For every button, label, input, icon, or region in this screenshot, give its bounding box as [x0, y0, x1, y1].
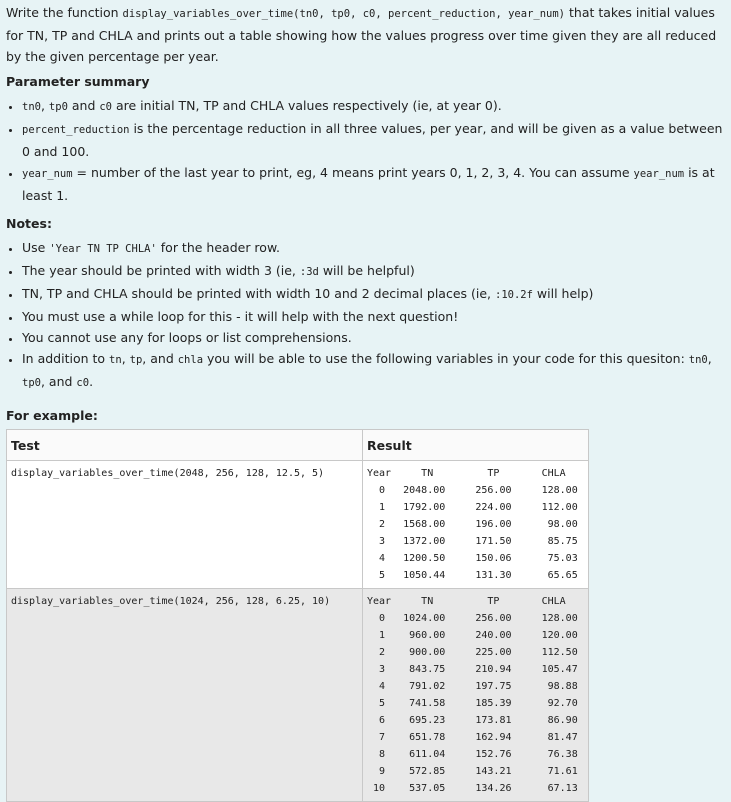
- list-item-text: = number of the last year to print, eg, 4 means print years 0, 1, 2, 3, 4. You can assume: [72, 165, 634, 180]
- test-code: display_variables_over_time(1024, 256, 128, 6.25, 10): [11, 596, 331, 607]
- list-item-text: You cannot use any for loops or list comprehensions.: [22, 330, 352, 345]
- list-item-text: for the header row.: [156, 240, 280, 255]
- result-column-header: Result: [363, 430, 589, 461]
- inline-code: :10.2f: [495, 289, 533, 301]
- inline-code: :3d: [299, 266, 319, 278]
- inline-code: tn0: [688, 354, 708, 366]
- notes-heading: Notes:: [6, 216, 52, 231]
- result-cell: [363, 461, 589, 589]
- list-item: [22, 237, 731, 260]
- list-item-text: is the percentage reduction in all three values, per year, and will be given as a value between 0 and 100.: [22, 121, 723, 159]
- param-summary-list: [6, 95, 731, 206]
- result-output: Year TN TP CHLA 0 1024.00 256.00 128.00 1 960.00 240.00 120.00 2 900.00 225.00 112.50 3 843.75 210.94 105.47 4 791.02 197.75 98.88 5 741.58 185.39 92.70 6 695.23 173.81 86.90 7 651.78 162.94 81.47 8 611.04 152.76 76.38 9 572.85 143.21 71.61 10 537.05 134.26 67.13: [367, 596, 578, 794]
- inline-code: chla: [177, 354, 204, 366]
- param-summary-heading: Parameter summary: [6, 74, 150, 89]
- list-item: [22, 95, 731, 118]
- list-item-text: , and: [142, 351, 178, 366]
- example-table: [6, 429, 589, 802]
- list-item-text: You must use a while loop for this - it will help with the next question!: [22, 309, 459, 324]
- list-item-text: you will be able to use the following variables in your code for this quesiton:: [203, 351, 689, 366]
- function-signature: display_variables_over_time(tn0, tp0, c0, percent_reduction, year_num): [122, 8, 566, 20]
- list-item: [22, 283, 731, 306]
- list-item-text: The year should be printed with width 3 (ie,: [22, 263, 300, 278]
- inline-code: year_num: [22, 168, 73, 180]
- test-cell: [7, 589, 363, 802]
- list-item: [22, 306, 731, 327]
- list-item-text: , and: [40, 374, 77, 389]
- list-item-text: and: [67, 98, 100, 113]
- list-item-text: ,: [121, 351, 130, 366]
- example-row: [7, 461, 589, 589]
- example-row: [7, 589, 589, 802]
- list-item: [22, 162, 731, 206]
- list-item-text: are initial TN, TP and CHLA values respectively (ie, at year 0).: [112, 98, 502, 113]
- list-item: [22, 118, 731, 162]
- list-item: [22, 327, 731, 348]
- list-item-text: Use: [22, 240, 50, 255]
- list-item-text: ,: [707, 351, 712, 366]
- inline-code: percent_reduction: [22, 124, 130, 136]
- intro-paragraph: [6, 2, 731, 67]
- inline-code: c0: [76, 377, 90, 389]
- list-item-text: In addition to: [22, 351, 110, 366]
- list-item: [22, 260, 731, 283]
- list-item: [22, 348, 731, 394]
- inline-code: tp0: [22, 377, 41, 389]
- list-item-text: is at least 1.: [22, 165, 715, 203]
- test-code: display_variables_over_time(2048, 256, 128, 12.5, 5): [11, 468, 325, 479]
- test-column-header: Test: [7, 430, 363, 461]
- inline-code: tn: [109, 354, 122, 366]
- intro-text: Write the function: [6, 5, 123, 20]
- intro-text-2: that takes initial values for TN, TP and CHLA and prints out a table showing how the values progress over time given they are all reduced by the given percentage per year.: [6, 5, 717, 64]
- list-item-text: .: [89, 374, 94, 389]
- list-item-text: will be helpful): [318, 263, 415, 278]
- example-heading: For example:: [6, 408, 98, 423]
- list-item-text: ,: [40, 98, 49, 113]
- inline-code: tp0: [48, 101, 68, 113]
- example-header-row: [7, 430, 589, 461]
- notes-list: [6, 237, 731, 394]
- list-item-text: TN, TP and CHLA should be printed with width 10 and 2 decimal places (ie,: [22, 286, 495, 301]
- inline-code: year_num: [633, 168, 685, 180]
- inline-code: tp: [129, 354, 143, 366]
- result-output: Year TN TP CHLA 0 2048.00 256.00 128.00 1 1792.00 224.00 112.00 2 1568.00 196.00 98.00 3 1372.00 171.50 85.75 4 1200.50 150.06 75.03 5 1050.44 131.30 65.65: [367, 468, 578, 581]
- list-item-text: will help): [532, 286, 594, 301]
- inline-code: c0: [99, 101, 113, 113]
- result-cell: [363, 589, 589, 802]
- inline-code: tn0: [22, 101, 41, 113]
- test-cell: [7, 461, 363, 589]
- inline-code: 'Year TN TP CHLA': [49, 243, 157, 255]
